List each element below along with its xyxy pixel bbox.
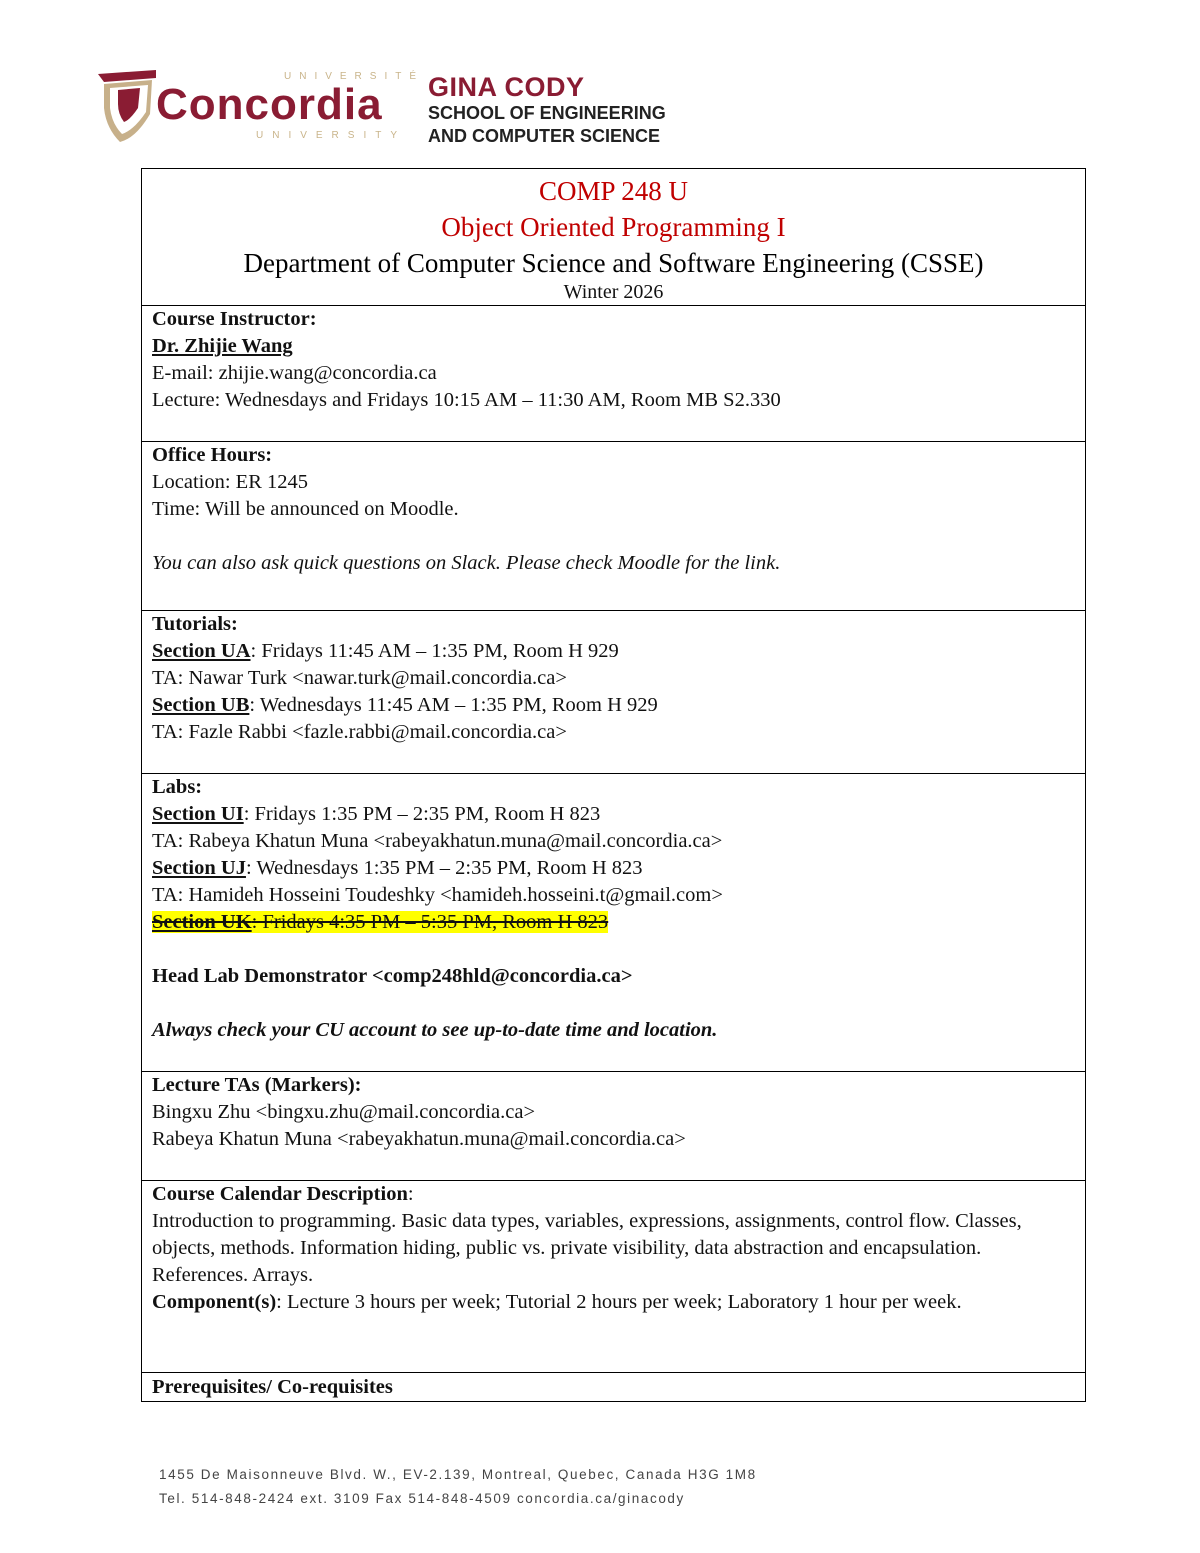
term: Winter 2026 [563,281,664,303]
tutorial-section [152,692,1075,719]
tutorial-ta: TA: Fazle Rabbi <fazle.rabbi@mail.concordia.ca> [152,721,567,743]
section-label: Section UJ [152,857,246,879]
description-heading-line: Course Calendar Description: [152,1183,414,1205]
office-location: Location: ER 1245 [152,471,309,493]
lecture-ta: Rabeya Khatun Muna <rabeyakhatun.muna@mail.concordia.ca> [152,1128,686,1150]
lecture-tas-heading: Lecture TAs (Markers): [152,1074,362,1096]
description-text: Introduction to programming. Basic data types, variables, expressions, assignments, control flow. Classes, objects, methods. Information hiding, public vs. private visibility, data abstraction and encapsulation. References. Arrays. [152,1210,1022,1286]
course-name: Object Oriented Programming I [441,212,786,242]
components-label: Component(s) [152,1291,277,1313]
office-time: Time: Will be announced on Moodle. [152,498,459,520]
tutorials-cell [142,611,1085,774]
section-label: Section UB [152,694,250,716]
section-schedule: : Fridays 1:35 PM – 2:35 PM, Room H 823 [243,803,601,825]
lecture-tas-cell [142,1072,1085,1181]
head-lab-demonstrator: Head Lab Demonstrator <comp248hld@concordia.ca> [152,965,633,987]
school-line-2: SCHOOL OF ENGINEERING [428,103,666,123]
course-outline-table [141,168,1086,1402]
tutorial-ta: TA: Nawar Turk <nawar.turk@mail.concordia.ca> [152,667,567,689]
lab-ta: TA: Hamideh Hosseini Toudeshky <hamideh.hosseini.t@gmail.com> [152,884,723,906]
course-code: COMP 248 U [538,176,689,206]
instructor-email: E-mail: zhijie.wang@concordia.ca [152,362,437,384]
lecture-ta: Bingxu Zhu <bingxu.zhu@mail.concordia.ca> [152,1101,536,1123]
university-label: UNIVERSITY [256,130,407,141]
section-label: Section UI [152,803,244,825]
concordia-logo [96,66,425,146]
labs-heading: Labs: [152,776,203,798]
instructor-cell [142,306,1085,442]
components-text: : Lecture 3 hours per week; Tutorial 2 hours per week; Laboratory 1 hour per week. [276,1291,962,1313]
lab-ta: TA: Rabeya Khatun Muna <rabeyakhatun.muna@mail.concordia.ca> [152,830,723,852]
section-schedule: : Fridays 4:35 PM – 5:35 PM, Room H 823 [251,911,609,933]
school-line-3: AND COMPUTER SCIENCE [428,126,661,146]
footer-contact: Tel. 514-848-2424 ext. 3109 Fax 514-848-4509 concordia.ca/ginacody [159,1491,685,1506]
components-line [152,1289,1075,1316]
description-cell [142,1181,1085,1373]
lab-section [152,801,1075,828]
instructor-name: Dr. Zhijie Wang [152,335,293,357]
department-name: Department of Computer Science and Software Engineering (CSSE) [243,248,984,278]
section-label: Section UA [152,640,251,662]
section-schedule: : Fridays 11:45 AM – 1:35 PM, Room H 929 [250,640,619,662]
prerequisites-cell [142,1373,1085,1402]
concordia-wordmark: Concordia [156,80,383,129]
section-schedule: : Wednesdays 1:35 PM – 2:35 PM, Room H 823 [245,857,643,879]
labs-cell [142,774,1085,1072]
school-logo [428,72,666,148]
slack-note: You can also ask quick questions on Slack. Please check Moodle for the link. [152,552,781,574]
universite-label: UNIVERSITÉ [284,71,425,82]
prerequisites-heading: Prerequisites/ Co-requisites [152,1376,393,1398]
footer-address: 1455 De Maisonneuve Blvd. W., EV-2.139, Montreal, Quebec, Canada H3G 1M8 [159,1467,757,1482]
school-name: GINA CODY [428,72,585,102]
tutorial-section [152,638,1075,665]
office-hours-heading: Office Hours: [152,444,273,466]
office-hours-cell [142,442,1085,611]
cancelled-lab-section [152,909,1075,936]
lecture-schedule: Lecture: Wednesdays and Fridays 10:15 AM – 11:30 AM, Room MB S2.330 [152,389,781,411]
cu-account-reminder: Always check your CU account to see up-to-date time and location. [152,1019,718,1041]
page-footer [159,1463,757,1511]
course-title-cell [142,169,1085,306]
section-schedule: : Wednesdays 11:45 AM – 1:35 PM, Room H 929 [249,694,658,716]
concordia-crest-icon [96,68,158,144]
tutorials-heading: Tutorials: [152,613,238,635]
section-label: Section UK [152,911,252,933]
description-heading: Course Calendar Description [152,1183,408,1205]
lab-section [152,855,1075,882]
instructor-heading: Course Instructor: [152,308,317,330]
